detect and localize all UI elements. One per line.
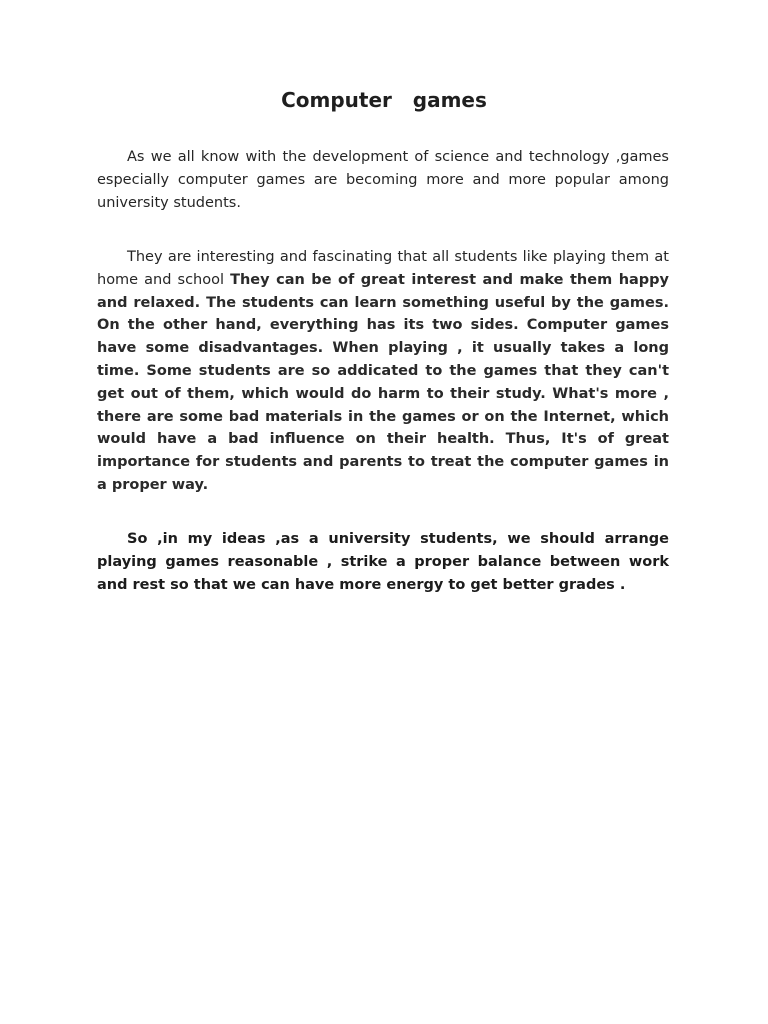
- paragraph-body-normal-text: They are interesting and fascinating that all students like playing them at home and school: [97, 249, 669, 288]
- paragraph-body: [97, 246, 669, 497]
- paragraph-intro: As we all know with the development of science and technology ,games especially computer games are becoming more and more popular among university students.: [97, 149, 669, 211]
- document-title: Computer games: [281, 88, 487, 112]
- paragraph-body-bold-text: They can be of great interest and make them happy and relaxed. The students can learn something useful by the games. On the other hand, everything has its two sides. Computer games have some disadvantages. When playing , it usually takes a long time. Some students are so addicated to the games that they can't get out of them, which would do harm to their study. What's more , there are some bad materials in the games or on the Internet, which would have a bad influence on their health. Thus, It's of great importance for students and parents to treat the computer games in a proper way.: [97, 271, 670, 493]
- paragraph-conclusion: So ,in my ideas ,as a university students, we should arrange playing games reasonable , strike a proper balance between work and rest so that we can have more energy to get better grades .: [97, 531, 669, 593]
